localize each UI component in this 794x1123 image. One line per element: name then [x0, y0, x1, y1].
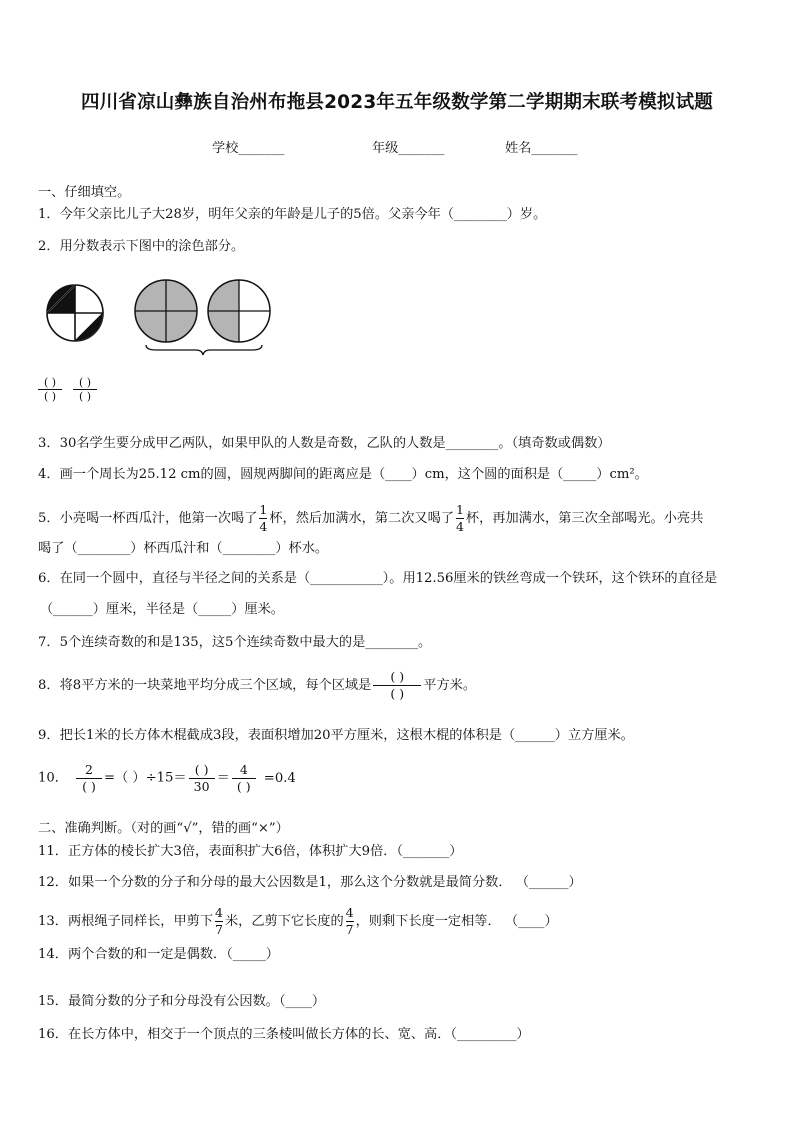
q5-fraction-2: $\frac{1}{4}$	[455, 502, 464, 534]
q13-text-b: 米，乙剪下它长度的	[224, 914, 344, 929]
fraction-1-numerator: ( )	[43, 376, 57, 389]
q10-label: 10．	[38, 770, 68, 786]
q13-fraction-2: $\frac{4}{7}$	[345, 905, 354, 937]
question-11: 11．正方体的棱长扩大3倍，表面积扩大6倍，体积扩大9倍．（_______）	[38, 844, 463, 859]
fraction-2-numerator: ( )	[78, 376, 92, 389]
grade-field: 年级_______	[372, 141, 445, 156]
q8-text-a: 8．将8平方米的一块菜地平均分成三个区域，每个区域是	[38, 678, 372, 693]
question-7: 7．5个连续奇数的和是135，这5个连续奇数中最大的是________。	[38, 635, 432, 650]
q5-fraction-1: $\frac{1}{4}$	[259, 502, 268, 534]
question-6-line-2: （______）厘米，半径是（_____）厘米。	[40, 602, 284, 617]
question-4: 4．画一个周长为25.12 cm的圆，圆规两脚间的距离应是（____）cm，这个圆的面积是（_____）cm²。	[38, 467, 648, 482]
q10-end: =0.4	[263, 770, 296, 786]
question-13	[38, 906, 558, 937]
circle-figure-2	[132, 277, 274, 357]
question-8	[38, 670, 476, 701]
q13-fraction-1: $\frac{4}{7}$	[215, 905, 223, 937]
q8-fraction[interactable]: $\frac{( )}{( )}$	[373, 670, 421, 701]
fraction-1-denominator: ( )	[43, 390, 57, 403]
q10-equals: ＝	[216, 770, 230, 786]
question-6-line-1: 6．在同一个圆中，直径与半径之间的关系是（___________）。用12.56厘米的铁丝弯成一个铁环，这个铁环的直径是	[38, 571, 718, 586]
question-5-line-2: 喝了（________）杯西瓜汁和（________）杯水。	[38, 541, 329, 556]
q10-fraction-1[interactable]: $\frac{2}{( )}$	[76, 763, 102, 794]
q5-text-b: 杯，然后加满水，第二次又喝了	[269, 511, 454, 526]
question-9: 9．把长1米的长方体木棍截成3段，表面积增加20平方厘米，这根木棍的体积是（______）立方厘米。	[38, 728, 634, 743]
question-14: 14．两个合数的和一定是偶数．（_____）	[38, 947, 279, 962]
question-3: 3．30名学生要分成甲乙两队，如果甲队的人数是奇数，乙队的人数是________。（填奇数或偶数）	[38, 436, 611, 451]
q10-fraction-2[interactable]: $\frac{( )}{30}$	[189, 763, 215, 794]
section-2-heading: 二、准确判断。（对的画“√”，错的画“×”）	[38, 821, 289, 836]
question-10	[38, 763, 296, 794]
q5-text-a: 5．小亮喝一杯西瓜汁，他第一次喝了	[38, 511, 258, 526]
q13-text-a: 13．两根绳子同样长，甲剪下	[38, 914, 214, 929]
question-16: 16．在长方体中，相交于一个顶点的三条棱叫做长方体的长、宽、高．（_________）	[38, 1027, 530, 1042]
circle-figure-1	[44, 282, 106, 344]
name-field: 姓名_______	[505, 141, 578, 156]
question-1: 1．今年父亲比儿子大28岁，明年父亲的年龄是儿子的5倍。父亲今年（________）岁。	[38, 207, 547, 222]
q5-text-c: 杯，再加满水，第三次全部喝光。小亮共	[465, 511, 704, 526]
section-1-heading: 一、仔细填空。	[38, 185, 131, 200]
question-12: 12．如果一个分数的分子和分母的最大公因数是1，那么这个分数就是最简分数． （______）	[38, 875, 582, 890]
q10-middle: =（ ）÷15＝	[103, 770, 187, 786]
answer-fraction-1[interactable]	[38, 376, 62, 403]
school-field: 学校_______	[212, 141, 285, 156]
q10-fraction-3[interactable]: $\frac{4}{( )}$	[232, 763, 256, 794]
answer-fraction-2[interactable]	[73, 376, 97, 403]
question-5-line-1	[38, 503, 703, 534]
page-title: 四川省凉山彝族自治州布拖县2023年五年级数学第二学期期末联考模拟试题	[81, 92, 713, 113]
q13-text-c: ，则剩下长度一定相等． （____）	[355, 914, 558, 929]
q8-text-b: 平方米。	[423, 678, 477, 693]
question-15: 15．最简分数的分子和分母没有公因数。（____）	[38, 994, 326, 1009]
question-2: 2．用分数表示下图中的涂色部分。	[38, 239, 245, 254]
fraction-2-denominator: ( )	[78, 390, 92, 403]
